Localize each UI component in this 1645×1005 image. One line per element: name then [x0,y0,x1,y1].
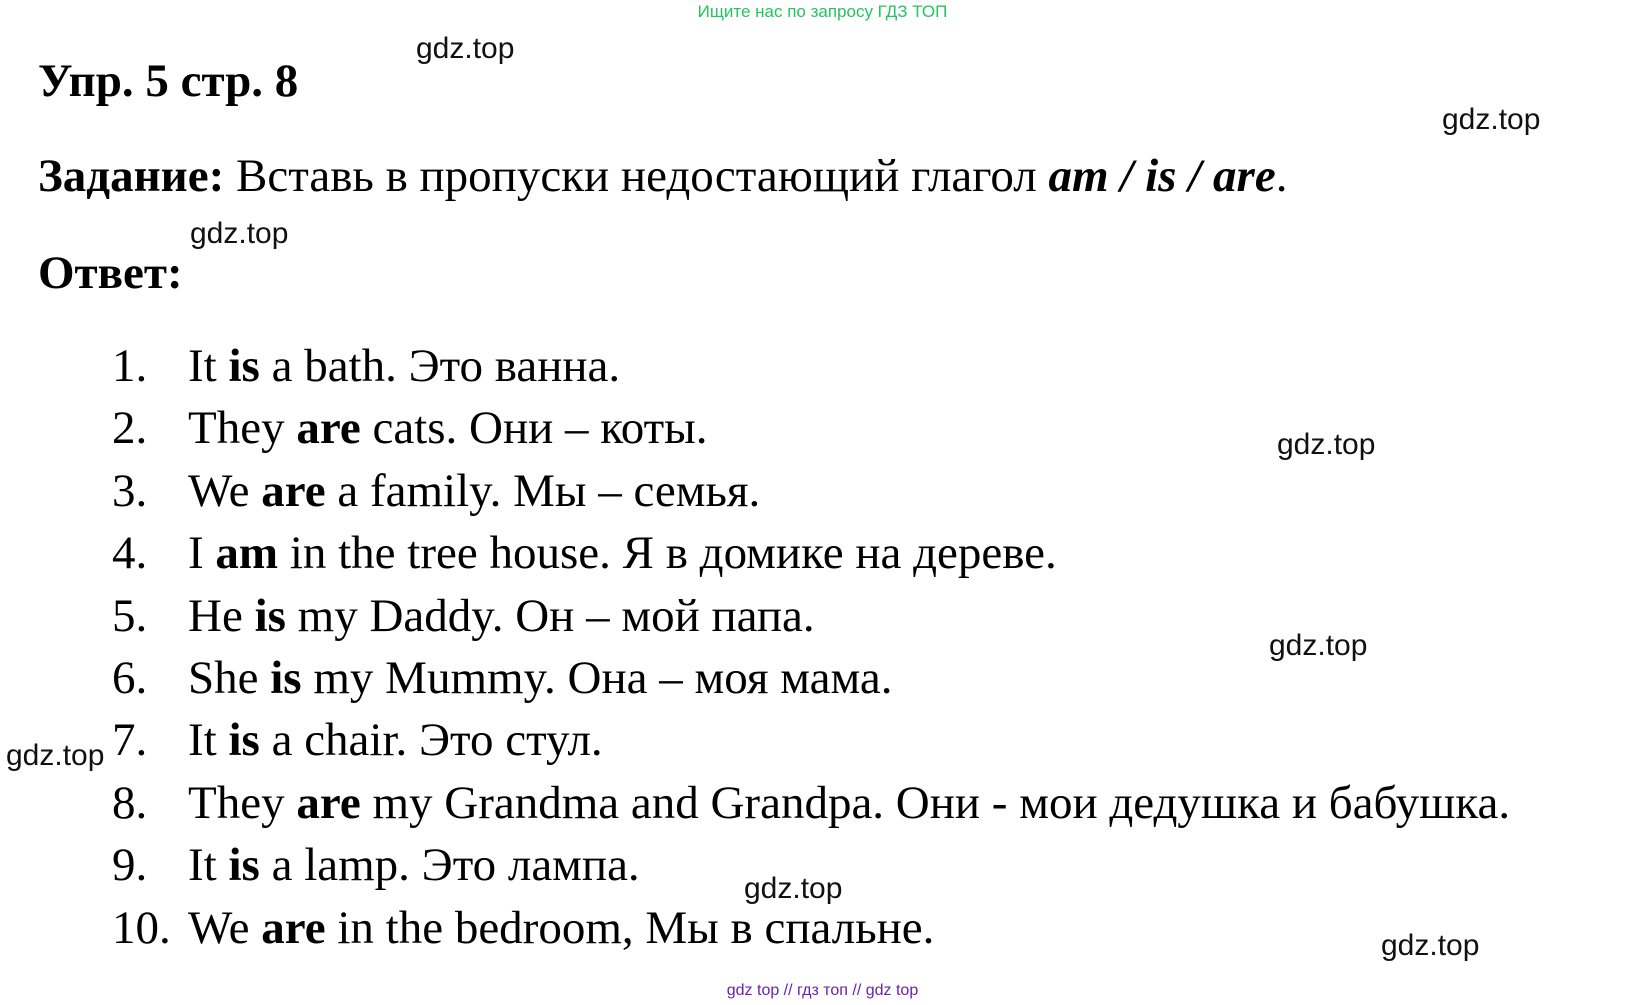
answer-subject: We [188,464,262,517]
answer-subject: They [188,402,297,455]
task-end: . [1275,150,1288,202]
answer-subject: We [188,901,262,954]
answer-number: 8. [112,776,148,829]
task-statement [38,147,1287,205]
answer-verb: are [296,402,361,455]
answer-item-4 [112,522,1510,584]
answer-verb: is [228,714,260,767]
answer-rest: in the tree house. Я в домике на дереве. [278,527,1057,580]
answer-rest: a bath. Это ванна. [259,340,621,392]
answer-rest: a lamp. Это лампа. [259,839,640,892]
page-title: Упр. 5 стр. 8 [38,55,299,107]
answer-item-3 [112,460,1510,522]
answer-subject: It [188,714,229,767]
answer-item-1 [112,335,1510,397]
answer-subject: It [188,340,229,392]
answer-subject: They [188,776,297,829]
answer-rest: my Daddy. Он – мой папа. [285,589,815,642]
watermark: gdz.top [6,739,105,772]
bottom-banner: gdz top // гдз топ // gdz top [726,982,919,999]
answer-subject: He [188,589,255,642]
answer-subject: She [188,651,271,704]
task-verbs: am / is / are [1048,150,1276,202]
answer-number: 9. [112,839,148,892]
watermark: gdz.top [1277,428,1376,461]
answer-number: 3. [112,464,148,517]
answer-number: 5. [112,589,148,642]
watermark: gdz.top [416,32,515,65]
answer-subject: I [188,527,216,580]
answer-rest: a family. Мы – семья. [325,464,761,517]
watermark: gdz.top [1269,629,1368,662]
answer-item-8 [112,772,1510,834]
answer-verb: are [261,464,326,517]
top-banner: Ищите нас по запросу ГДЗ ТОП [697,2,948,21]
answer-number: 2. [112,402,148,455]
answer-verb: are [296,776,361,829]
watermark: gdz.top [1381,929,1480,962]
answer-rest: my Mummy. Она – моя мама. [301,651,893,704]
task-text: Вставь в пропуски недостающий глагол [224,150,1049,202]
answer-number: 1. [112,340,148,392]
answer-verb: is [228,839,260,892]
watermark: gdz.top [1442,103,1541,136]
answer-number: 10. [112,901,171,954]
answer-rest: a chair. Это стул. [259,714,603,767]
answer-verb: is [254,589,286,642]
answer-verb: are [261,901,326,954]
answer-number: 7. [112,714,148,767]
answer-label: Ответ: [38,247,183,299]
answer-item-7 [112,709,1510,771]
answer-number: 6. [112,651,148,704]
answer-rest: in the bedroom, Мы в спальне. [325,901,935,954]
answer-rest: my Grandma and Grandpa. Они - мои дедушка и бабушка. [360,776,1511,829]
answer-number: 4. [112,527,148,580]
answer-verb: is [228,340,260,392]
task-label: Задание: [38,150,225,202]
watermark: gdz.top [744,872,843,905]
answer-rest: cats. Они – коты. [360,402,708,455]
answer-subject: It [188,839,229,892]
answer-verb: am [215,527,279,580]
answer-verb: is [270,651,302,704]
watermark: gdz.top [190,217,289,250]
